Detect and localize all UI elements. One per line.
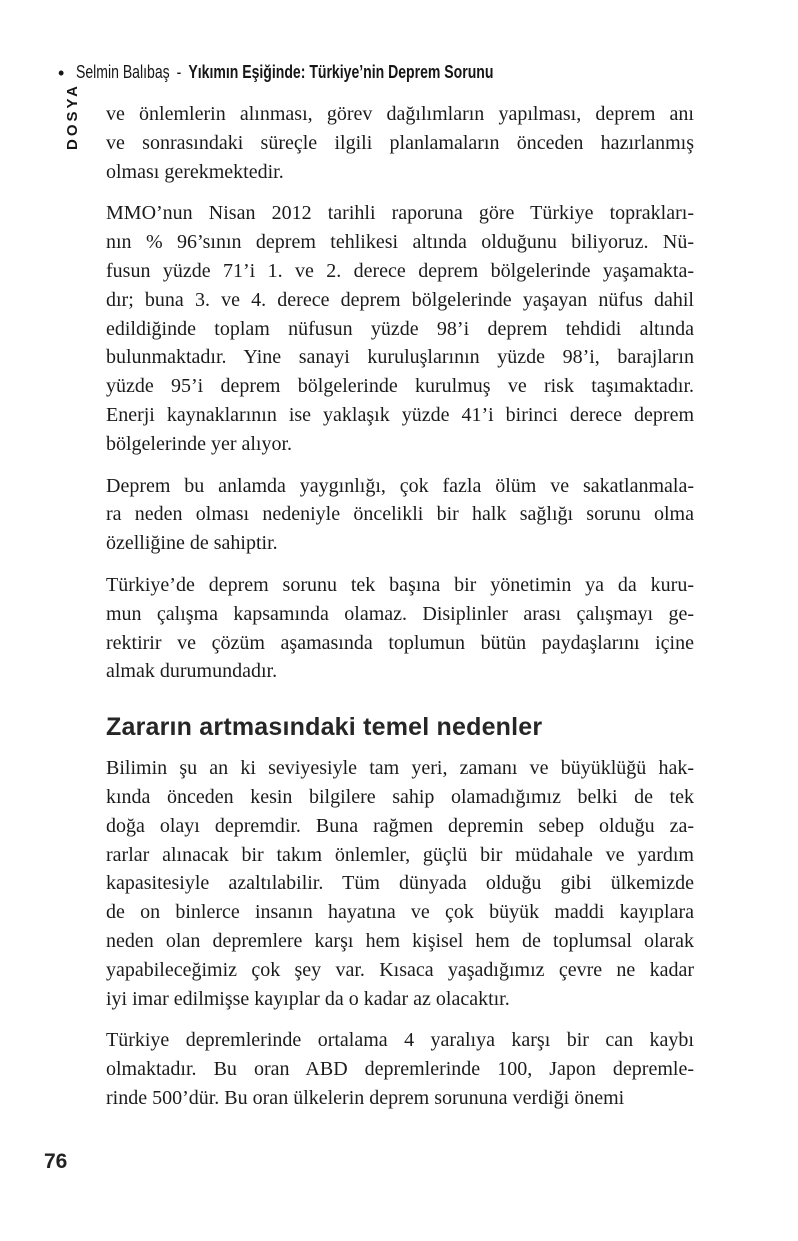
paragraph [106,199,694,458]
text-line: edildiğinde toplam nüfusun yüzde 98’i deprem tehdidi altında [106,317,694,340]
running-header [58,62,611,83]
header-book-title: Yıkımın Eşiğinde: Türkiye’nin Deprem Sorunu [188,62,494,82]
text-line: Deprem bu anlamda yaygınlığı, çok fazla ölüm ve sakatlanmala- [106,474,694,497]
paragraph [106,571,694,686]
paragraph [106,1026,694,1112]
text-line: MMO’nun Nisan 2012 tarihli raporuna göre Türkiye toprakları- [106,202,694,225]
text-line: Enerji kaynaklarının ise yaklaşık yüzde 41’i birinci derece deprem [106,403,694,426]
running-header-text [76,62,493,83]
text-line: ra neden olması nedeniyle öncelikli bir halk sağlığı sorunu olma [106,503,694,526]
text-line: bölgelerinde yer alıyor. [106,432,293,455]
header-separator: - [176,62,182,82]
header-author: Selmin Balıbaş [76,62,170,82]
text-line: kapasitesiyle azaltılabilir. Tüm dünyada olduğu gibi ülkemizde [106,872,694,895]
text-line: rarlar alınacak bir takım önlemler, güçlü bir müdahale ve yardım [106,843,694,866]
text-line: Bilimin şu an ki seviyesiyle tam yeri, zamanı ve büyüklüğü hak- [106,757,694,780]
text-line: de on binlerce insanın hayatına ve çok büyük maddi kayıplara [106,901,694,924]
text-line: Türkiye’de deprem sorunu tek başına bir yönetimin ya da kuru- [106,573,694,596]
text-line: nın % 96’sının deprem tehlikesi altında olduğunu biliyoruz. Nü- [106,231,694,254]
text-line: neden olan depremlere karşı hem kişisel hem de toplumsal olarak [106,929,694,952]
paragraph [106,100,694,186]
text-line: iyi imar edilmişse kayıplar da o kadar az olacaktır. [106,987,510,1010]
text-line: yüzde 95’i deprem bölgelerinde kurulmuş ve risk taşımaktadır. [106,375,694,398]
text-line: olması gerekmektedir. [106,160,284,183]
text-line: mun çalışma kapsamında olamaz. Disiplinler arası çalışmayı ge- [106,602,694,625]
text-line: Türkiye depremlerinde ortalama 4 yaralıya karşı bir can kaybı [106,1029,694,1052]
text-line: yapabileceğimiz çok şey var. Kısaca yaşadığımız çevre ne kadar [106,958,694,981]
text-line: ve önlemlerin alınması, görev dağılımların yapılması, deprem anı [106,103,694,125]
text-line: almak durumundadır. [106,660,278,683]
bullet-icon: • [58,62,65,83]
paragraph [106,754,694,1013]
book-page: • Selmin Balıbaş - Yıkımın Eşiğinde: Türkiye’nin Deprem Sorunu DOSYA ve önlemlerin alınması, görev dağılımların yapılması, deprem anı ve sonrasındaki süreçle ilgili planlamaların önceden hazırlanmış olması gerekmektedir. MMO’nun Nisan 2012 tarihli raporuna göre Türkiye toprakları- nın % 96’sının deprem tehlikesi altında olduğunu biliyoruz. Nü- fusun yüzde 71’i 1. ve 2. derece deprem bölgelerinde yaşamakta- dır; buna 3. ve 4. derece deprem bölgelerinde yaşayan nüfus dahil edildiğinde toplam nüfusun yüzde 98’i deprem tehdidi altında bulunmaktadır. Yine sanayi kuruluşlarının yüzde 98’i, barajların yüzde 95’i deprem bölgelerinde kurulmuş ve risk taşımaktadır. Enerji kaynaklarının ise yaklaşık yüzde 41’i birinci derece deprem bölgelerinde yer alıyor. Deprem bu anlamda yaygınlığı, çok fazla ölüm ve sakatlanmala- ra neden olması nedeniyle öncelikli bir halk sağlığı sorunu olma özelliğine de sahiptir. Türkiye’de deprem sorunu tek başına bir yönetimin ya da kuru- mun çalışma kapsamında olamaz. Disiplinler arası çalışmayı ge- rektirir ve çözüm aşamasında toplumun bütün paydaşlarını içine almak durumundadır. Zararın artmasındaki temel nedenler Bilimin şu an ki seviyesiyle tam yeri, zamanı ve büyüklüğü hak- kında önceden kesin bilgilere sahip olamadığımız belki de tek doğa olayı depremdir. Buna rağmen depremin sebep olduğu za- rarlar alınacak bir takım önlemler, güçlü bir müdahale ve yardım kapasitesiyle azaltılabilir. Tüm dünyada olduğu gibi ülkemizde de on binlerce insanın hayatına ve çok büyük maddi kayıplara neden olan depremlere karşı hem kişisel hem de toplumsal olarak yapabileceğimiz çok şey var. Kısaca yaşadığımız çevre ne kadar iyi imar edilmişse kayıplar da o kadar az olacaktır. Türkiye depremlerinde ortalama 4 yaralıya karşı bir can kaybı olmaktadır. Bu oran ABD depremlerinde 100, Japon depremle- rinde 500’dür. Bu oran ülkelerin deprem sorununa verdiği önemi 76 [0,0,798,1241]
text-line: bulunmaktadır. Yine sanayi kuruluşlarının yüzde 98’i, barajların [106,346,694,369]
paragraph [106,472,694,558]
text-line: ve sonrasındaki süreçle ilgili planlamaların önceden hazırlanmış [106,131,694,154]
text-line: doğa olayı depremdir. Buna rağmen depremin sebep olduğu za- [106,814,694,837]
text-line: dır; buna 3. ve 4. derece deprem bölgelerinde yaşayan nüfus dahil [106,288,694,311]
text-line: özelliğine de sahiptir. [106,532,278,555]
page-number: 76 [44,1150,68,1173]
text-line: rinde 500’dür. Bu oran ülkelerin deprem sorununa verdiği önemi [106,1086,625,1109]
text-line: rektirir ve çözüm aşamasında toplumun bütün paydaşlarını içine [106,631,694,654]
text-line: olmaktadır. Bu oran ABD depremlerinde 100, Japon depremle- [106,1058,694,1081]
text-line: fusun yüzde 71’i 1. ve 2. derece deprem bölgelerinde yaşamakta- [106,259,694,282]
body-text-column [106,100,694,1126]
section-heading: Zararın artmasındaki temel nedenler [106,713,543,742]
text-line: kında önceden kesin bilgilere sahip olamadığımız belki de tek [106,785,694,808]
